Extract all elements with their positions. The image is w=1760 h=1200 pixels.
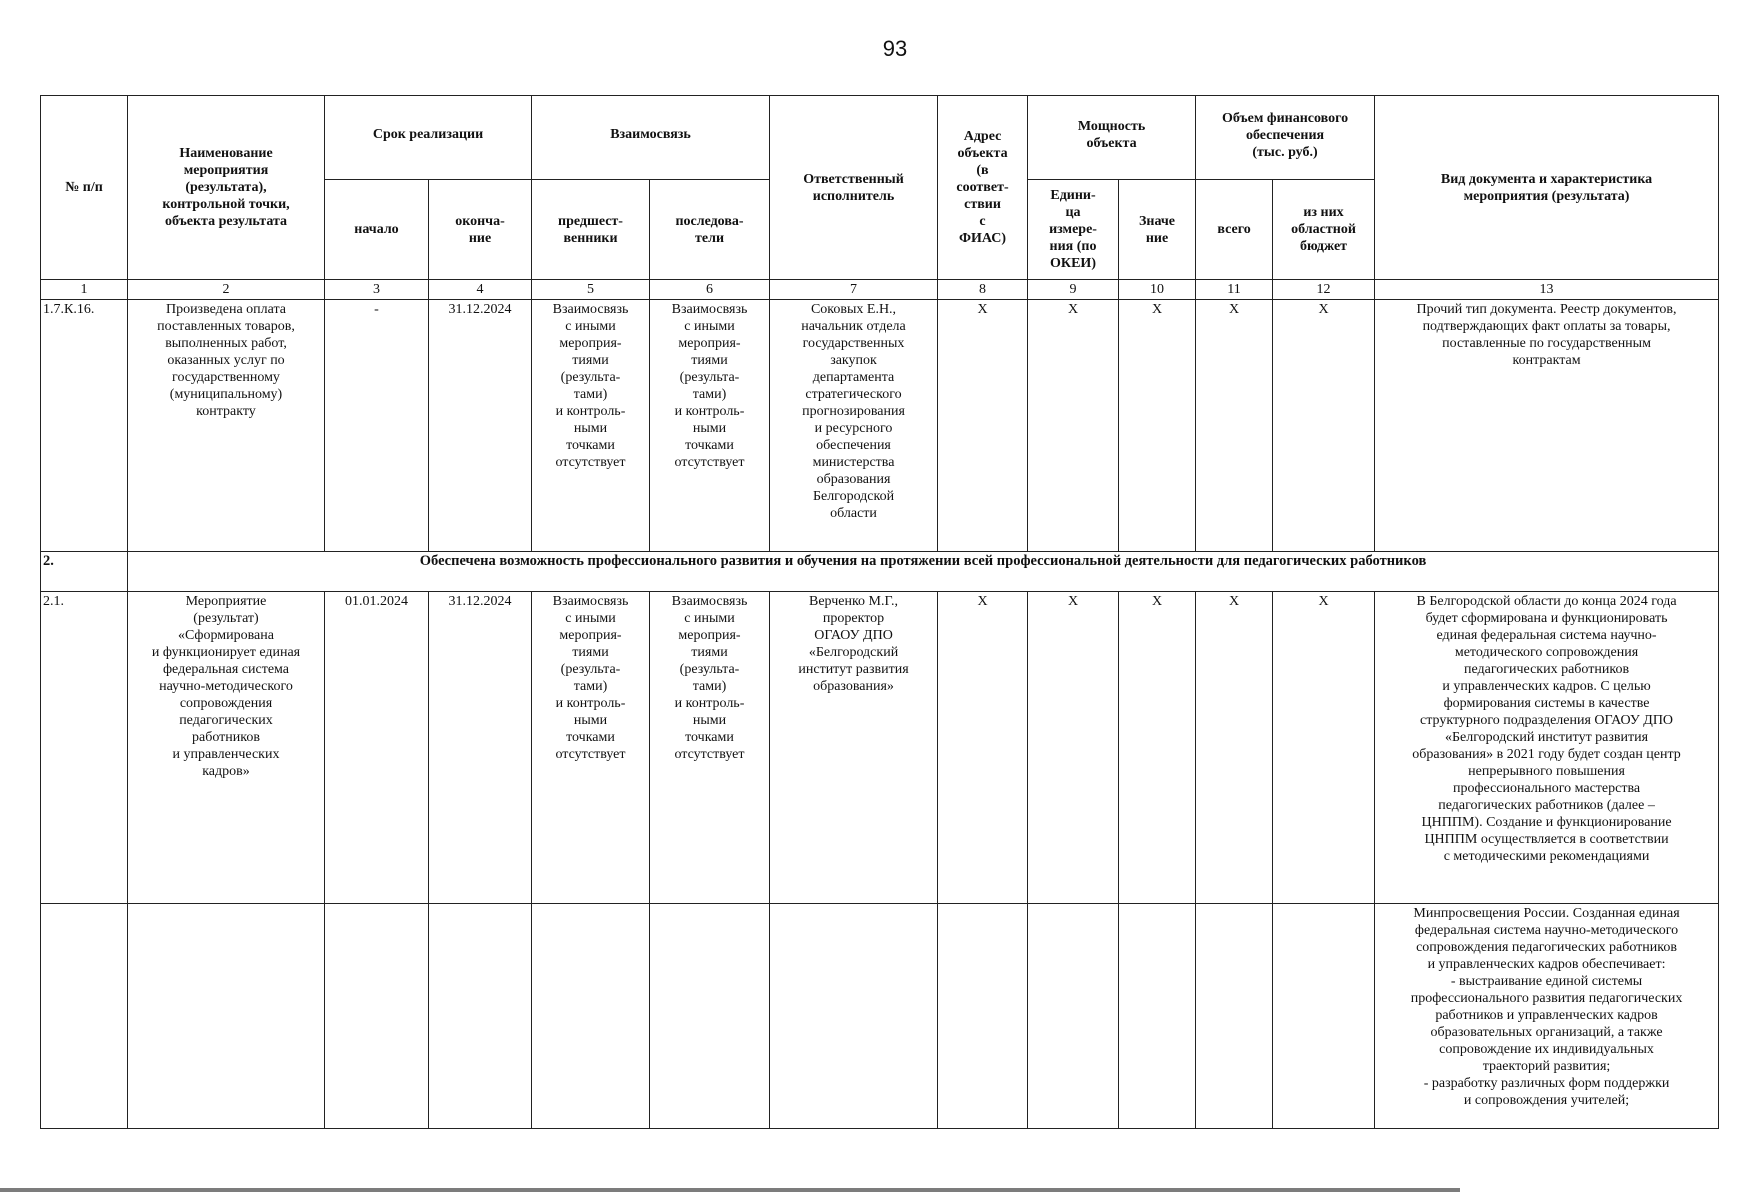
- header-capacity: Мощность объекта: [1028, 96, 1196, 180]
- row-unit: [1028, 904, 1119, 1129]
- header-responsible: Ответственный исполнитель: [770, 96, 938, 280]
- row-num: 1.7.К.16.: [41, 300, 128, 552]
- table-row: [41, 300, 1719, 552]
- header-address: Адрес объекта (в соответ- ствии с ФИАС): [938, 96, 1028, 280]
- row-total: [1196, 904, 1273, 1129]
- section-row: [41, 552, 1719, 592]
- header-finance-total: всего: [1196, 180, 1273, 280]
- row-responsible: [770, 904, 938, 1129]
- table-row: [41, 904, 1719, 1129]
- row-prev: Взаимосвязь с иными мероприя- тиями (результа- тами) и контроль- ными точками отсутствует: [532, 592, 650, 904]
- row-end: [429, 904, 532, 1129]
- header-finance: Объем финансового обеспечения (тыс. руб.): [1196, 96, 1375, 180]
- row-name: Произведена оплата поставленных товаров, выполненных работ, оказанных услуг по государственному (муниципальному) контракту: [128, 300, 325, 552]
- header-relation-prev: предшест- венники: [532, 180, 650, 280]
- row-value: [1119, 904, 1196, 1129]
- column-number: 2: [128, 280, 325, 300]
- row-next: Взаимосвязь с иными мероприя- тиями (результа- тами) и контроль- ными точками отсутствует: [650, 300, 770, 552]
- header-term-end: оконча- ние: [429, 180, 532, 280]
- row-start: 01.01.2024: [325, 592, 429, 904]
- header-finance-regional: из них областной бюджет: [1273, 180, 1375, 280]
- column-number: 12: [1273, 280, 1375, 300]
- row-next: [650, 904, 770, 1129]
- row-address: X: [938, 300, 1028, 552]
- header-relation-next: последова- тели: [650, 180, 770, 280]
- column-number: 3: [325, 280, 429, 300]
- column-number: 4: [429, 280, 532, 300]
- header-capacity-value: Значе ние: [1119, 180, 1196, 280]
- header-term: Срок реализации: [325, 96, 532, 180]
- row-end: 31.12.2024: [429, 592, 532, 904]
- row-unit: X: [1028, 300, 1119, 552]
- row-value: X: [1119, 592, 1196, 904]
- row-address: [938, 904, 1028, 1129]
- column-number: 1: [41, 280, 128, 300]
- row-total: X: [1196, 592, 1273, 904]
- row-name: [128, 904, 325, 1129]
- column-number: 8: [938, 280, 1028, 300]
- page-number: 93: [882, 36, 908, 61]
- section-num: 2.: [41, 552, 128, 592]
- header-capacity-unit: Едини- ца измере- ния (по ОКЕИ): [1028, 180, 1119, 280]
- row-regional: X: [1273, 592, 1375, 904]
- row-next: Взаимосвязь с иными мероприя- тиями (результа- тами) и контроль- ными точками отсутствует: [650, 592, 770, 904]
- row-start: [325, 904, 429, 1129]
- row-responsible: Соковых Е.Н., начальник отдела государственных закупок департамента стратегического прогнозирования и ресурсного обеспечения министерства образования Белгородской области: [770, 300, 938, 552]
- table-row: [41, 592, 1719, 904]
- row-doc: Прочий тип документа. Реестр документов, подтверждающих факт оплаты за товары, поставленные по государственным контрактам: [1375, 300, 1719, 552]
- row-name: Мероприятие (результат) «Сформирована и функционирует единая федеральная система научно-методического сопровождения педагогических работников и управленческих кадров»: [128, 592, 325, 904]
- row-prev: [532, 904, 650, 1129]
- column-number: 13: [1375, 280, 1719, 300]
- row-value: X: [1119, 300, 1196, 552]
- header-name: Наименование мероприятия (результата), контрольной точки, объекта результата: [128, 96, 325, 280]
- column-number: 5: [532, 280, 650, 300]
- column-number: 7: [770, 280, 938, 300]
- row-num: [41, 904, 128, 1129]
- row-num: 2.1.: [41, 592, 128, 904]
- column-number: 11: [1196, 280, 1273, 300]
- row-end: 31.12.2024: [429, 300, 532, 552]
- row-start: -: [325, 300, 429, 552]
- row-address: X: [938, 592, 1028, 904]
- row-doc: В Белгородской области до конца 2024 года будет сформирована и функционировать единая федеральная система научно- методического сопровождения педагогических работников и управленческих кадров. С целью формирования системы в качестве структурного подразделения ОГАОУ ДПО «Белгородский институт развития образования» в 2021 году будет создан центр непрерывного повышения профессионального мастерства педагогических работников (далее – ЦНППМ). Создание и функционирование ЦНППМ осуществляется в соответствии с методическими рекомендациями: [1375, 592, 1719, 904]
- row-doc: Минпросвещения России. Созданная единая федеральная система научно-методического сопровождения педагогических работников и управленческих кадров обеспечивает: - выстраивание единой системы профессионального развития педагогических работников и управленческих кадров образовательных организаций, а также сопровождение их индивидуальных траекторий развития; - разработку различных форм поддержки и сопровождения учителей;: [1375, 904, 1719, 1129]
- scan-edge-line: [0, 1188, 1460, 1192]
- activities-table: [40, 95, 1719, 1129]
- column-number: 10: [1119, 280, 1196, 300]
- row-regional: X: [1273, 300, 1375, 552]
- header-row-1: [41, 96, 1719, 180]
- header-num: № п/п: [41, 96, 128, 280]
- row-total: X: [1196, 300, 1273, 552]
- row-regional: [1273, 904, 1375, 1129]
- column-number: 9: [1028, 280, 1119, 300]
- row-unit: X: [1028, 592, 1119, 904]
- column-numbers-row: [41, 280, 1719, 300]
- column-number: 6: [650, 280, 770, 300]
- row-prev: Взаимосвязь с иными мероприя- тиями (результа- тами) и контроль- ными точками отсутствует: [532, 300, 650, 552]
- section-title: Обеспечена возможность профессионального развития и обучения на протяжении всей профессиональной деятельности для педагогических работников: [128, 552, 1719, 592]
- row-responsible: Верченко М.Г., проректор ОГАОУ ДПО «Белгородский институт развития образования»: [770, 592, 938, 904]
- header-doc-type: Вид документа и характеристика мероприятия (результата): [1375, 96, 1719, 280]
- header-relation: Взаимосвязь: [532, 96, 770, 180]
- header-term-start: начало: [325, 180, 429, 280]
